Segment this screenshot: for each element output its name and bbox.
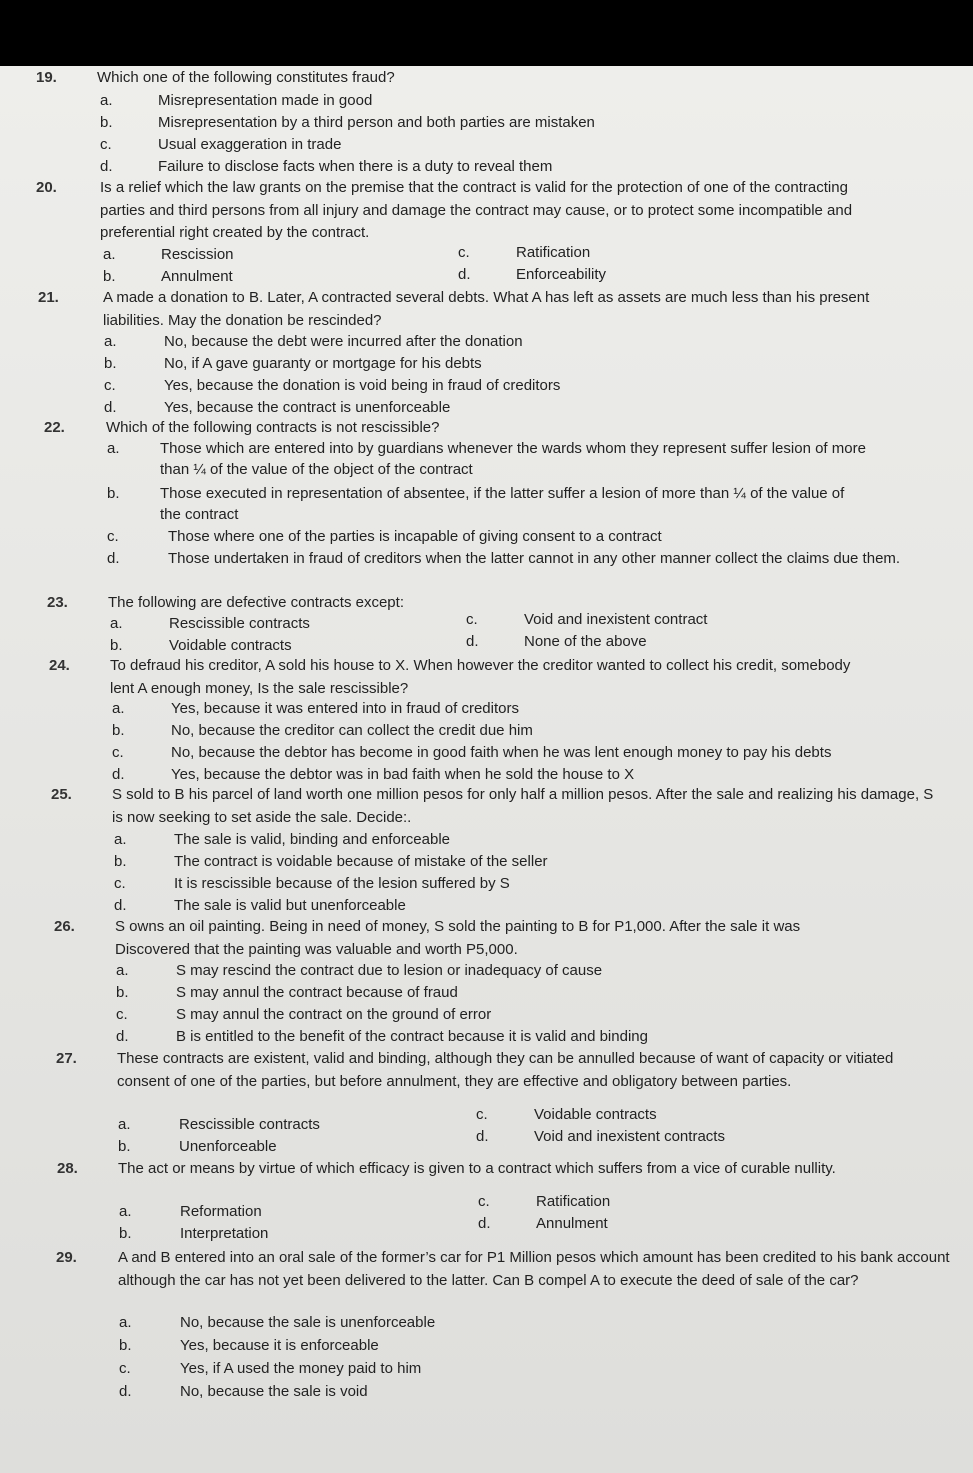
question-stem: These contracts are existent, valid and binding, although they can be annulled because of want of capacity or vitiated consent of one of the parties, but before annulment, they are effective and obligatory between parties. xyxy=(117,1050,894,1090)
question-number: 21. xyxy=(38,289,59,306)
question-stem: To defraud his creditor, A sold his house to X. When however the creditor wanted to collect his credit, somebody lent A enough money, Is the sale rescissible? xyxy=(110,657,851,697)
option-22b: b. Those executed in representation of absentee, if the latter suffer a lesion of more than ¼ of the value of the contract xyxy=(107,485,845,523)
question-number: 28. xyxy=(57,1160,78,1177)
option-22d: d. Those undertaken in fraud of creditors when the latter cannot in any other manner collect the claims due them. xyxy=(107,550,901,567)
question-stem: The following are defective contracts except: xyxy=(108,594,404,611)
question-stem: The act or means by virtue of which efficacy is given to a contract which suffers from a vice of curable nullity. xyxy=(118,1160,836,1177)
question-stem: S sold to B his parcel of land worth one million pesos for only half a million pesos. After the sale and realizing his damage, S is now seeking to set aside the sale. Decide:. xyxy=(112,786,934,826)
top-black-bar xyxy=(0,0,973,66)
question-stem: A made a donation to B. Later, A contracted several debts. What A has left as assets are much less than his present liabilities. May the donation be rescinded? xyxy=(103,289,870,329)
question-number: 22. xyxy=(44,419,65,436)
question-number: 20. xyxy=(36,179,57,196)
question-number: 26. xyxy=(54,918,75,935)
question-number: 27. xyxy=(56,1050,77,1067)
question-number: 23. xyxy=(47,594,68,611)
question-stem: Is a relief which the law grants on the premise that the contract is valid for the protection of one of the contracting parties and third persons from all injury and damage the contract may cause, or to protect some incompatible and preferential right created by the contract. xyxy=(100,179,853,241)
question-stem: Which of the following contracts is not rescissible? xyxy=(106,419,440,436)
question-number: 25. xyxy=(51,786,72,803)
question-stem: S owns an oil painting. Being in need of money, S sold the painting to B for P1,000. After the sale it was Discovered that the painting was valuable and worth P5,000. xyxy=(115,918,801,958)
question-number: 29. xyxy=(56,1249,77,1266)
option-22a: a. Those which are entered into by guardians whenever the wards whom they represent suffer lesion of more than ¼ of the value of the object of the contract xyxy=(107,440,866,478)
question-number: 19. xyxy=(36,69,57,86)
question-stem: Which one of the following constitutes fraud? xyxy=(97,69,395,86)
question-number: 24. xyxy=(49,657,70,674)
question-stem: A and B entered into an oral sale of the former’s car for P1 Million pesos which amount has been credited to his bank account although the car has not yet been delivered to the latter. Can B compel A to execute the deed of sale of the car? xyxy=(118,1249,950,1289)
